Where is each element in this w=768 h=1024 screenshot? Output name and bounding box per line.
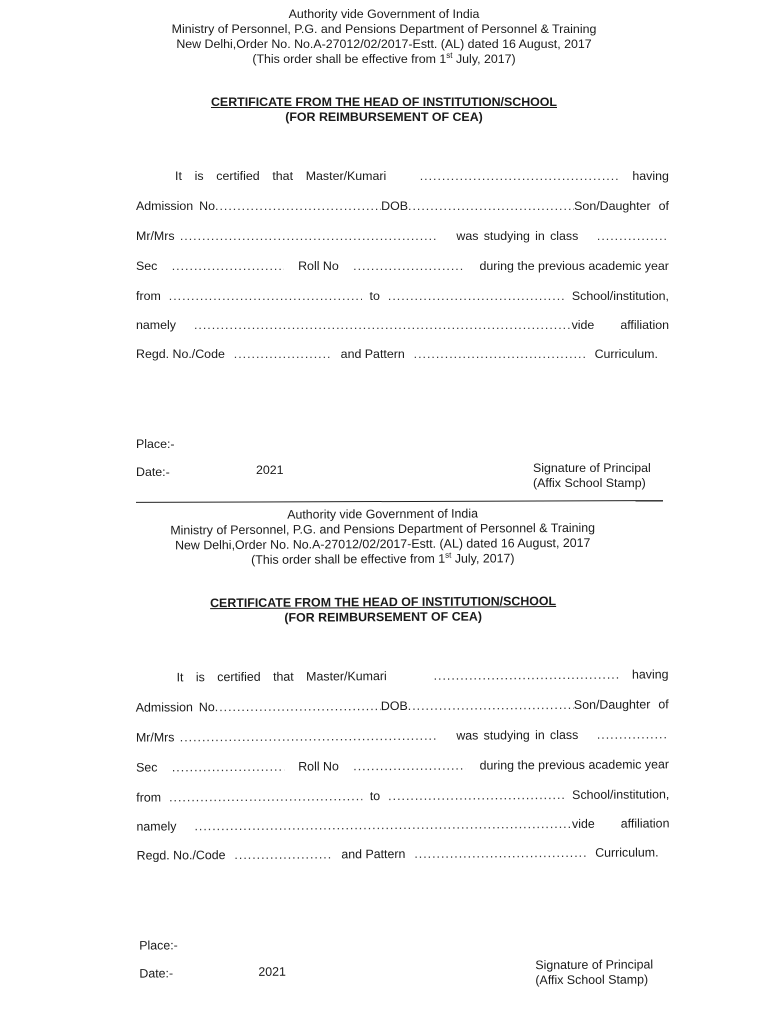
body-row-3: Mr/Mrs ..... was studying in class ..... <box>136 228 669 244</box>
header-line-effective: (This order shall be effective from 1st July, 2017) <box>251 550 515 567</box>
date-year: 2021 <box>256 463 284 477</box>
signature-label: Signature of Principal <box>533 461 651 475</box>
body-row-3: Mr/Mrs ..... was studying in class ..... <box>136 726 669 745</box>
authority-header <box>0 7 768 67</box>
header-line-authority: Authority vide Government of India <box>288 7 480 21</box>
parent-name-field[interactable] <box>180 728 438 746</box>
to-date-field[interactable] <box>388 288 564 304</box>
name-field[interactable] <box>420 168 620 184</box>
certificate-title <box>0 593 767 628</box>
pattern-field[interactable] <box>414 845 586 862</box>
roll-no-field[interactable] <box>353 258 465 274</box>
body-row-1: It is certified that Master/Kumari ..... having <box>175 168 669 184</box>
body-row-5: from ..... to ..... School/institution, <box>136 786 669 805</box>
body-row-2: Admission No ..... DOB ..... Son/Daughter of <box>136 696 669 715</box>
header-line-ministry: Ministry of Personnel, P.G. and Pensions Department of Personnel & Training <box>171 22 597 36</box>
section-field[interactable] <box>172 258 284 274</box>
section-field[interactable] <box>172 759 284 776</box>
body-row-4: Sec ..... Roll No ..... during the previous academic year <box>136 756 669 775</box>
header-line-ministry: Ministry of Personnel, P.G. and Pensions Department of Personnel & Training <box>170 520 596 538</box>
regd-code-field[interactable] <box>234 846 332 863</box>
title-main: CERTIFICATE FROM THE HEAD OF INSTITUTION/SCHOOL <box>210 594 557 611</box>
header-line-order: New Delhi,Order No. No.A-27012/02/2017-Estt. (AL) dated 16 August, 2017 <box>175 535 591 553</box>
from-date-field[interactable] <box>169 288 362 304</box>
certificate-copy-1 <box>0 0 768 500</box>
body-row-7: Regd. No./Code ..... and Pattern ..... Curriculum. <box>136 346 658 362</box>
body-row-5: from ..... to ..... School/institution, <box>136 288 669 304</box>
to-date-field[interactable] <box>388 787 564 804</box>
certificate-copy-2 <box>0 498 768 1003</box>
signature-label: Signature of Principal <box>535 957 654 973</box>
signature-block <box>533 461 651 491</box>
stamp-label: (Affix School Stamp) <box>533 476 646 490</box>
roll-no-field[interactable] <box>353 758 465 775</box>
parent-name-field[interactable] <box>180 228 438 244</box>
class-field[interactable] <box>597 228 669 244</box>
header-line-effective: (This order shall be effective from 1st July, 2017) <box>252 50 516 66</box>
date-year: 2021 <box>258 964 286 979</box>
body-row-6: namely ..... vide affiliation <box>136 815 669 834</box>
header-line-order: New Delhi,Order No. No.A-27012/02/2017-Estt. (AL) dated 16 August, 2017 <box>176 37 592 51</box>
from-date-field[interactable] <box>169 788 362 805</box>
signature-block <box>535 957 653 988</box>
institution-name-field[interactable] <box>194 317 572 333</box>
institution-name-field[interactable] <box>194 816 572 834</box>
header-line-authority: Authority vide Government of India <box>287 506 478 522</box>
title-sub: (FOR REIMBURSEMENT OF CEA) <box>284 609 483 625</box>
admission-no-field[interactable] <box>215 698 381 715</box>
pattern-field[interactable] <box>414 346 586 362</box>
certificate-title <box>0 95 768 125</box>
authority-header <box>0 505 767 570</box>
body-row-2: Admission No ..... DOB ..... Son/Daughter of <box>136 198 669 214</box>
place-label: Place:- <box>139 938 178 953</box>
regd-code-field[interactable] <box>234 346 332 362</box>
name-field[interactable] <box>433 667 619 684</box>
body-row-1: It is certified that Master/Kumari ..... having <box>177 666 669 685</box>
place-label: Place:- <box>136 437 175 451</box>
title-sub: (FOR REIMBURSEMENT OF CEA) <box>285 110 483 124</box>
class-field[interactable] <box>597 726 669 742</box>
title-main: CERTIFICATE FROM THE HEAD OF INSTITUTION/SCHOOL <box>210 95 557 109</box>
body-row-7: Regd. No./Code ..... and Pattern ..... Curriculum. <box>137 844 659 863</box>
stamp-label: (Affix School Stamp) <box>535 972 649 988</box>
dob-field[interactable] <box>408 697 574 714</box>
body-row-4: Sec ..... Roll No ..... during the previous academic year <box>136 258 669 274</box>
body-row-6: namely ..... vide affiliation <box>136 317 669 333</box>
admission-no-field[interactable] <box>215 198 381 214</box>
dob-field[interactable] <box>408 198 574 214</box>
date-label: Date:- <box>136 465 170 479</box>
date-label: Date:- <box>139 966 174 981</box>
